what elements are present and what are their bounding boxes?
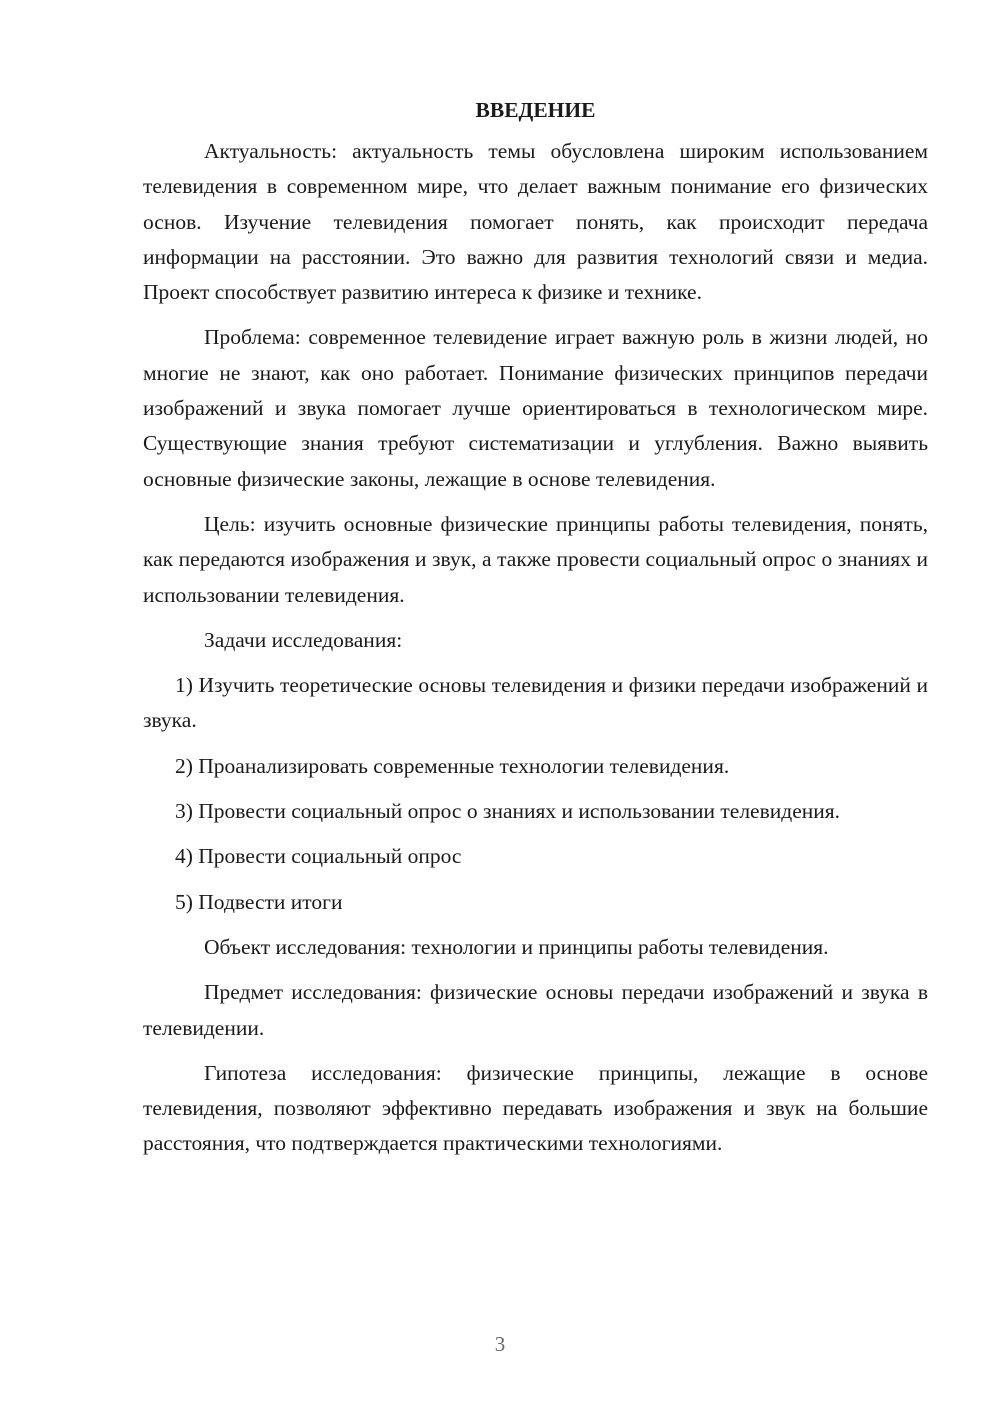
paragraph-hypothesis: Гипотеза исследования: физические принципы, лежащие в основе телевидения, позволяют эффективно передавать изображения и звук на большие расстояния, что подтверждается практическими технологиями. <box>143 1060 928 1156</box>
paragraph-subject: Предмет исследования: физические основы передачи изображений и звука в телевидении. <box>143 980 928 1040</box>
section-title: ВВЕДЕНИЕ <box>475 98 596 122</box>
paragraph-problem: Проблема: современное телевидение играет важную роль в жизни людей, но многие не знают, как оно работает. Понимание физических принципов передачи изображений и звука помогает лучше ориентироваться в технологическом мире. Существующие знания требуют систематизации и углубления. Важно выявить основные физические законы, лежащие в основе телевидения. <box>143 325 928 491</box>
task-item-1: 1) Изучить теоретические основы телевидения и физики передачи изображений и звука. <box>143 673 928 733</box>
task-item-3: 3) Провести социальный опрос о знаниях и использовании телевидения. <box>175 799 841 824</box>
paragraph-goal: Цель: изучить основные физические принципы работы телевидения, понять, как передаются изображения и звук, а также провести социальный опрос о знаниях и использовании телевидения. <box>143 511 928 607</box>
page-number: 3 <box>494 1332 506 1356</box>
tasks-heading: Задачи исследования: <box>204 627 403 652</box>
paragraph-relevance: Актуальность: актуальность темы обусловлена широким использованием телевидения в современном мире, что делает важным понимание его физических основ. Изучение телевидения помогает понять, как происходит передача информации на расстоянии. Это важно для развития технологий связи и медиа. Проект способствует развитию интереса к физике и технике. <box>143 139 928 305</box>
paragraph-object: Объект исследования: технологии и принципы работы телевидения. <box>204 934 829 959</box>
task-item-5: 5) Подвести итоги <box>175 889 343 914</box>
document-page <box>143 92 928 1172</box>
task-item-2: 2) Проанализировать современные технологии телевидения. <box>175 753 730 778</box>
task-item-4: 4) Провести социальный опрос <box>175 844 462 869</box>
